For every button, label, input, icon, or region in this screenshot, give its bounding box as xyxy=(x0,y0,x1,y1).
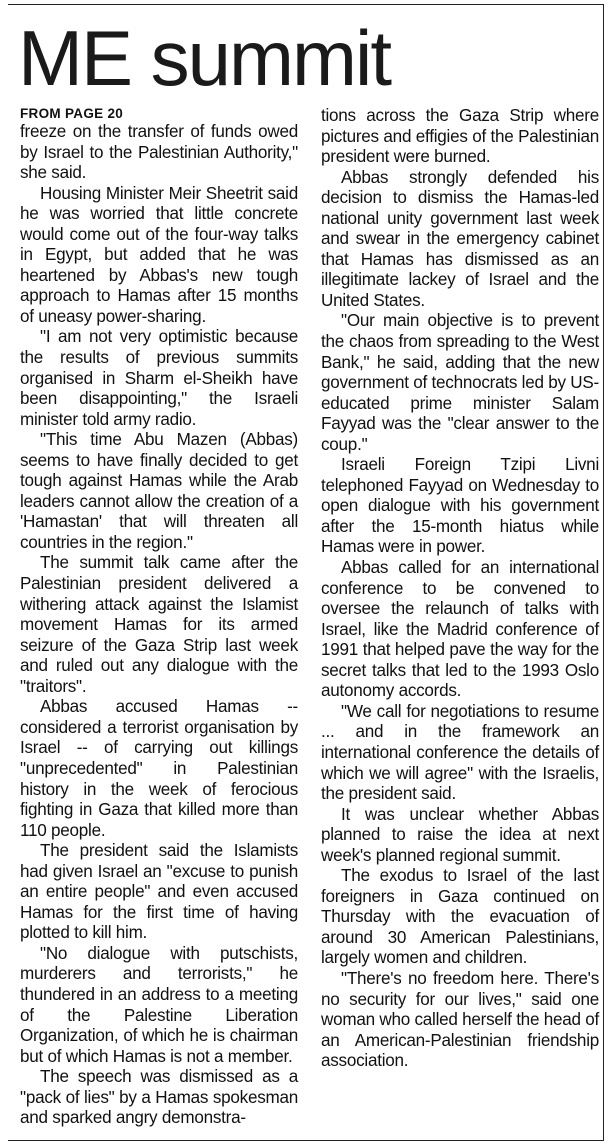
paragraph: The president said the Islamists had given Israel an "excuse to punish an entire people" and even accused Hamas for the first time of having plotted to kill him. xyxy=(20,841,298,943)
paragraph: Israeli Foreign Tzipi Livni telephoned Fayyad on Wednesday to open dialogue with his government after the 15-month hiatus while Hamas were in power. xyxy=(321,455,599,557)
paragraph: The summit talk came after the Palestinian president delivered a withering attack against the Islamist movement Hamas for its armed seizure of the Gaza Strip last week and ruled out any dialogue with the "traitors". xyxy=(20,553,298,696)
right-rule xyxy=(603,4,604,1140)
paragraph: Abbas strongly defended his decision to dismiss the Hamas-led national unity government last week and swear in the emergency cabinet that Hamas has dismissed as an illegitimate lackey of Israel and the United States. xyxy=(321,167,599,310)
paragraph: "There's no freedom here. There's no security for our lives," said one woman who called herself the head of an American-Palestinian friendship association. xyxy=(321,968,599,1071)
right-column xyxy=(321,106,599,1072)
paragraph: Abbas called for an international conference to be convened to oversee the relaunch of talks with Israel, like the Madrid conference of 1991 that helped pave the way for the secret talks that led to the 1993 Oslo autonomy accords. xyxy=(321,558,599,701)
paragraph: tions across the Gaza Strip where pictures and effigies of the Palestinian president were burned. xyxy=(321,106,599,167)
left-column xyxy=(20,106,298,1129)
paragraph: "This time Abu Mazen (Abbas) seems to have finally decided to get tough against Hamas while the Arab leaders cannot allow the creation of a 'Hamastan' that will threaten all countries in the region." xyxy=(20,430,298,552)
jump-label: FROM PAGE 20 xyxy=(20,106,124,121)
top-rule xyxy=(8,4,604,5)
paragraph: The exodus to Israel of the last foreigners in Gaza continued on Thursday with the evacuation of around 30 American Palestinians, largely women and children. xyxy=(321,866,599,968)
paragraph: Housing Minister Meir Sheetrit said he was worried that little concrete would come out of the four-way talks in Egypt, but added that he was heartened by Abbas's new tough approach to Hamas after 15 months of uneasy power-sharing. xyxy=(20,183,298,326)
paragraph: "No dialogue with putschists, murderers and terrorists," he thundered in an address to a meeting of the Palestine Liberation Organization, of which he is chairman but of which Hamas is not a member. xyxy=(20,943,298,1066)
paragraph: It was unclear whether Abbas planned to raise the idea at next week's planned regional summit. xyxy=(321,804,599,865)
bottom-rule xyxy=(8,1140,604,1141)
paragraph: freeze on the transfer of funds owed by Israel to the Palestinian Authority," she said. xyxy=(20,122,298,183)
paragraph: "I am not very optimistic because the results of previous summits organised in Sharm el-Sheikh have been disappointing," the Israeli minister told army radio. xyxy=(20,327,298,429)
paragraph: The speech was dismissed as a "pack of lies" by a Hamas spokesman and sparked angry demonstra- xyxy=(20,1067,298,1128)
paragraph: "We call for negotiations to resume ... and in the framework an international conference the details of which we will agree" with the Israelis, the president said. xyxy=(321,701,599,804)
paragraph: "Our main objective is to prevent the chaos from spreading to the West Bank," he said, adding that the new government of technocrats led by US-educated prime minister Salam Fayyad was the "clear answer to the coup." xyxy=(321,311,599,454)
paragraph: Abbas accused Hamas -- considered a terrorist organisation by Israel -- of carrying out killings "unprecedented" in Palestinian history in the week of ferocious fighting in Gaza that killed more than 110 people. xyxy=(20,697,298,840)
headline: ME summit xyxy=(18,14,390,102)
